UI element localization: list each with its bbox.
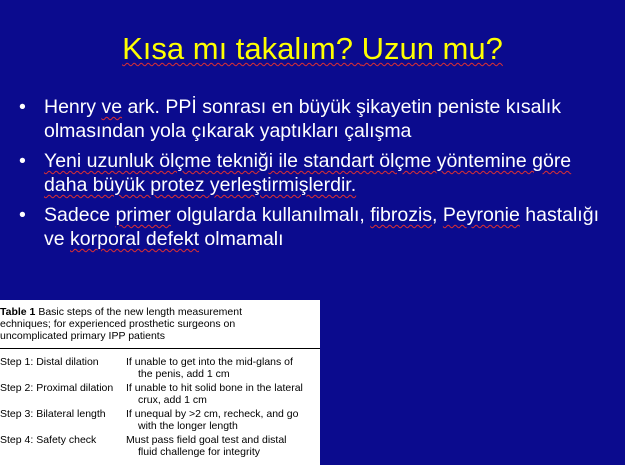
bullet-3-seg-2: olgularda kullanılmalı, [170,204,371,226]
slide-title [0,30,625,68]
caption-line-2: echniques; for experienced prosthetic surgeons on [0,318,236,330]
bullet-3-seg-6: hastalığı ve [44,204,599,250]
bullet-dot: • [19,150,26,172]
bullet-1-seg-2: ark. PPİ sonrası en büyük şikayetin peniste kısalık olmasından yola çıkarak yaptıkları çalışma [44,96,562,142]
desc-line-2: with the longer length [138,420,238,432]
desc-line-2: fluid challenge for integrity [138,446,260,458]
desc-line-2: the penis, add 1 cm [138,368,230,380]
caption-line-3: uncomplicated primary IPP patients [0,330,165,342]
desc-line-1: If unable to get into the mid-glans of [126,356,293,368]
bullet-3-seg-3: fibrozis [370,204,433,226]
table-cell-step: Step 2: Proximal dilation [0,382,114,394]
table-cell-desc [126,356,316,380]
bullet-3-seg-5: Peyronie [442,204,520,226]
table-cell-desc [126,434,316,458]
bullet-dot: • [19,96,26,118]
bullet-1-seg-0: Henry [44,96,102,118]
bullet-2-seg-0: Yeni uzunluk ölçme tekniği ile standart ölçme yöntemine göre daha büyük protez yerleştirmişlerdir. [44,150,572,196]
table-cell-step: Step 1: Distal dilation [0,356,99,368]
bullet-3-seg-1: primer [115,204,171,226]
title-part-2: Uzun mu? [361,31,503,66]
bullet-item-2 [14,149,614,197]
bullet-1-seg-1: ve [101,96,123,118]
table-cell-desc [126,382,316,406]
table-top-rule [0,348,320,349]
bullet-3-seg-0: Sadece [44,204,116,226]
caption-text-1: Basic steps of the new length measurement [35,306,243,318]
desc-line-1: If unequal by >2 cm, recheck, and go [126,408,299,420]
bullet-list [14,95,614,257]
bullet-item-3 [14,203,614,251]
table-caption [0,306,300,342]
bullet-item-1 [14,95,614,143]
bullet-3-seg-4: , [432,204,443,226]
table-cell-desc [126,408,316,432]
caption-line-1 [0,306,300,318]
bullet-3-seg-8: olmamalı [199,228,284,250]
desc-line-2: crux, add 1 cm [138,394,207,406]
desc-line-1: If unable to hit solid bone in the lateral [126,382,303,394]
table-cell-step: Step 4: Safety check [0,434,97,446]
table-cell-step: Step 3: Bilateral length [0,408,106,420]
bullet-dot: • [19,204,26,226]
bullet-3-seg-7: korporal defekt [70,228,200,250]
desc-line-1: Must pass field goal test and distal [126,434,287,446]
table-label: Table 1 [0,306,36,318]
title-part-1: Kısa mı takalım? [122,31,362,66]
table-image [0,300,320,465]
